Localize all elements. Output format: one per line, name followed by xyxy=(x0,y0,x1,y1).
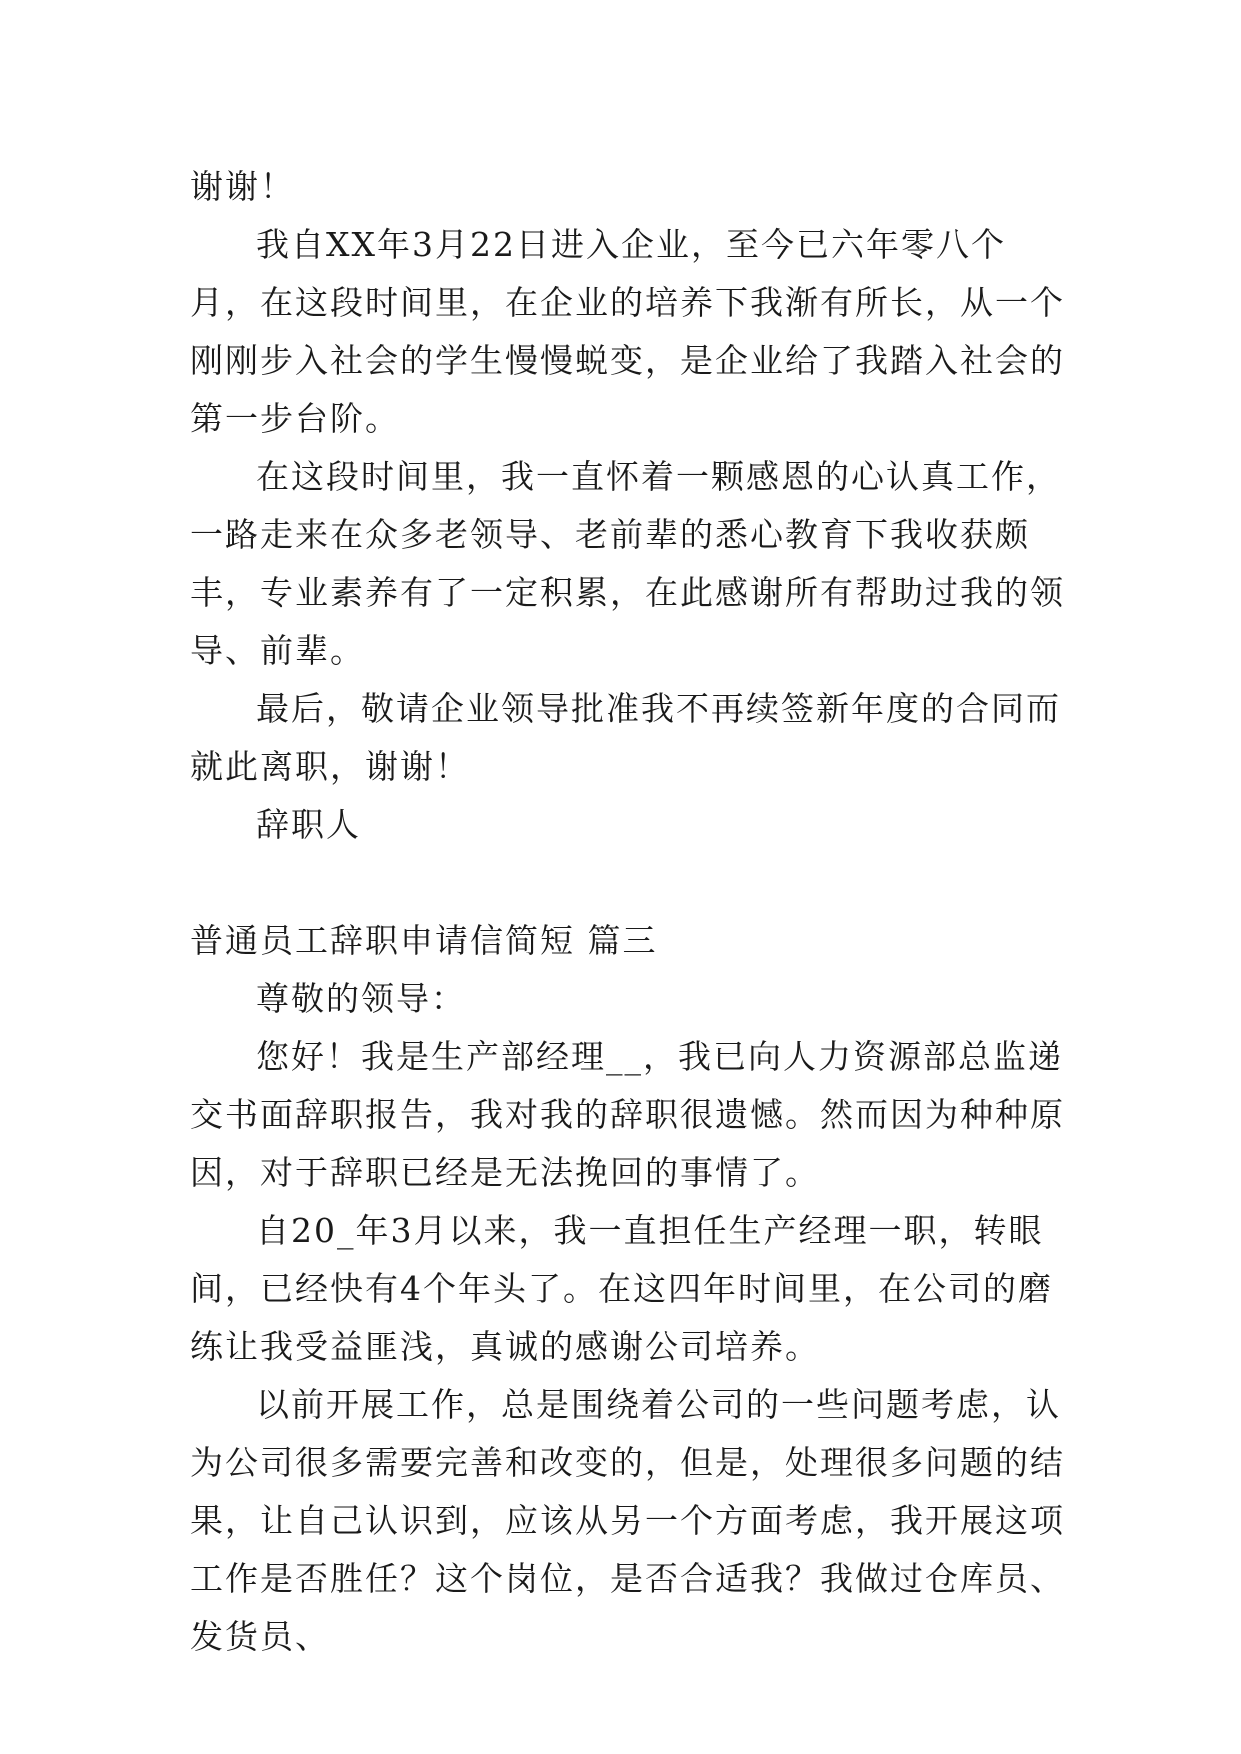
paragraph-greeting: 您好！我是生产部经理__，我已向人力资源部总监递交书面辞职报告，我对我的辞职很遗憾。然而因为种种原因，对于辞职已经是无法挽回的事情了。 xyxy=(190,1037,1065,1192)
paragraph-reflection: 以前开展工作，总是围绕着公司的一些问题考虑，认为公司很多需要完善和改变的，但是，处理很多问题的结果，让自己认识到，应该从另一个方面考虑，我开展这项工作是否胜任？这个岗位，是否合适我？我做过仓库员、发货员、 xyxy=(190,1385,1065,1656)
paragraph-join-company: 我自XX年3月22日进入企业，至今已六年零八个月，在这段时间里，在企业的培养下我渐有所长，从一个刚刚步入社会的学生慢慢蜕变，是企业给了我踏入社会的第一步台阶。 xyxy=(190,225,1065,438)
section-spacer xyxy=(190,854,1070,912)
paragraph-tenure: 自20_年3月以来，我一直担任生产经理一职，转眼间，已经快有4个年头了。在这四年时间里，在公司的磨练让我受益匪浅，真诚的感谢公司培养。 xyxy=(190,1211,1053,1366)
paragraph-thanks: 谢谢！ xyxy=(190,167,295,206)
paragraph-gratitude: 在这段时间里，我一直怀着一颗感恩的心认真工作，一路走来在众多老领导、老前辈的悉心教育下我收获颇丰，专业素养有了一定积累，在此感谢所有帮助过我的领导、前辈。 xyxy=(190,457,1065,670)
paragraph-request: 最后，敬请企业领导批准我不再续签新年度的合同而就此离职，谢谢！ xyxy=(190,689,1061,786)
section-title: 普通员工辞职申请信简短 篇三 xyxy=(190,921,658,960)
document-body xyxy=(190,158,1070,1666)
signature-label: 辞职人 xyxy=(256,805,361,844)
salutation: 尊敬的领导： xyxy=(256,979,466,1018)
